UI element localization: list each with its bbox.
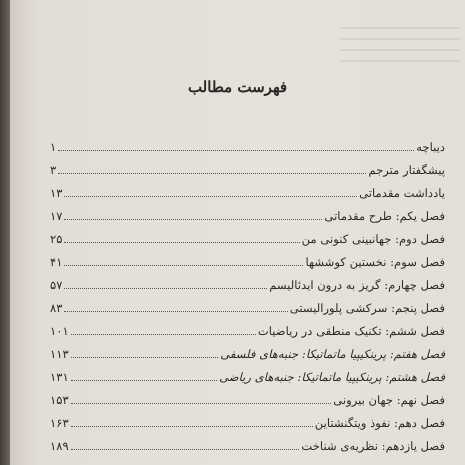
dot-leader	[58, 173, 366, 174]
toc-entry	[50, 361, 445, 384]
toc-entry-label: فصل دهم: نفوذ ویتگنشتاین	[314, 416, 445, 430]
page-title: فهرست مطالب	[187, 78, 288, 96]
toc-entry	[50, 430, 445, 453]
toc-entry-label: فصل چهارم: گریز به درون ایدئالیسم	[269, 278, 445, 292]
toc-page-number: ۱۳۱	[50, 370, 69, 384]
dot-leader	[71, 357, 219, 358]
toc-entry	[50, 407, 445, 430]
toc-page-number: ۱۳	[50, 186, 63, 200]
dot-leader	[71, 449, 300, 450]
toc-page-number: ۱	[50, 140, 57, 154]
toc-entry	[50, 292, 445, 315]
dot-leader	[64, 311, 287, 312]
toc-entry-label: یادداشت مقدماتی	[359, 186, 445, 200]
dot-leader	[71, 403, 332, 404]
toc-entry	[50, 131, 445, 154]
dot-leader	[64, 242, 299, 243]
toc-page-number: ۸۳	[50, 301, 63, 315]
toc-entry-label: دیباچه	[416, 140, 445, 154]
toc-entry	[50, 269, 445, 292]
toc-entry	[50, 154, 445, 177]
dot-leader	[71, 426, 313, 427]
toc-entry-label: فصل هفتم: پرینکیپیا ماتماتیکا: جنبه‌های فلسفی	[220, 347, 445, 361]
dot-leader	[71, 380, 217, 381]
show-through	[340, 18, 460, 68]
toc-page-number: ۵۷	[50, 278, 63, 292]
toc-entry-label: فصل دوم: جهانبینی کنونی من	[301, 232, 445, 246]
toc-entry-label: فصل یکم: طرح مقدماتی	[324, 209, 445, 223]
toc-page-number: ۱۰۱	[50, 324, 69, 338]
toc-entry-label: فصل نهم: جهان بیرونی	[333, 393, 445, 407]
toc-entry	[50, 338, 445, 361]
toc-entry-label: پیشگفتار مترجم	[368, 163, 445, 177]
table-of-contents	[50, 131, 445, 453]
dot-leader	[64, 219, 322, 220]
toc-page-number: ۱۶۳	[50, 416, 69, 430]
dot-leader	[58, 150, 414, 151]
dot-leader	[71, 334, 256, 335]
toc-entry	[50, 384, 445, 407]
toc-entry	[50, 223, 445, 246]
toc-page-number: ۱۸۹	[50, 439, 69, 453]
toc-page-number: ۱۵۳	[50, 393, 69, 407]
book-page	[10, 0, 465, 465]
toc-entry-label: فصل ششم: تکنیک منطقی در ریاضیات	[257, 324, 445, 338]
toc-entry	[50, 246, 445, 269]
toc-entry	[50, 200, 445, 223]
toc-entry-label: فصل یازدهم: نظریه‌ی شناخت	[301, 439, 445, 453]
toc-page-number: ۴۱	[50, 255, 63, 269]
toc-page-number: ۳	[50, 163, 57, 177]
dot-leader	[64, 265, 303, 266]
toc-entry-label: فصل هشتم: پرینکیپیا ماتماتیکا: جنبه‌های ریاضی	[219, 370, 445, 384]
toc-entry	[50, 315, 445, 338]
toc-entry-label: فصل پنجم: سرکشی پلورالیستی	[289, 301, 445, 315]
toc-entry-label: فصل سوم: نخستین کوششها	[305, 255, 445, 269]
toc-entry	[50, 177, 445, 200]
toc-page-number: ۱۱۳	[50, 347, 69, 361]
toc-page-number: ۱۷	[50, 209, 63, 223]
dot-leader	[64, 196, 357, 197]
toc-page-number: ۲۵	[50, 232, 63, 246]
dot-leader	[64, 288, 267, 289]
